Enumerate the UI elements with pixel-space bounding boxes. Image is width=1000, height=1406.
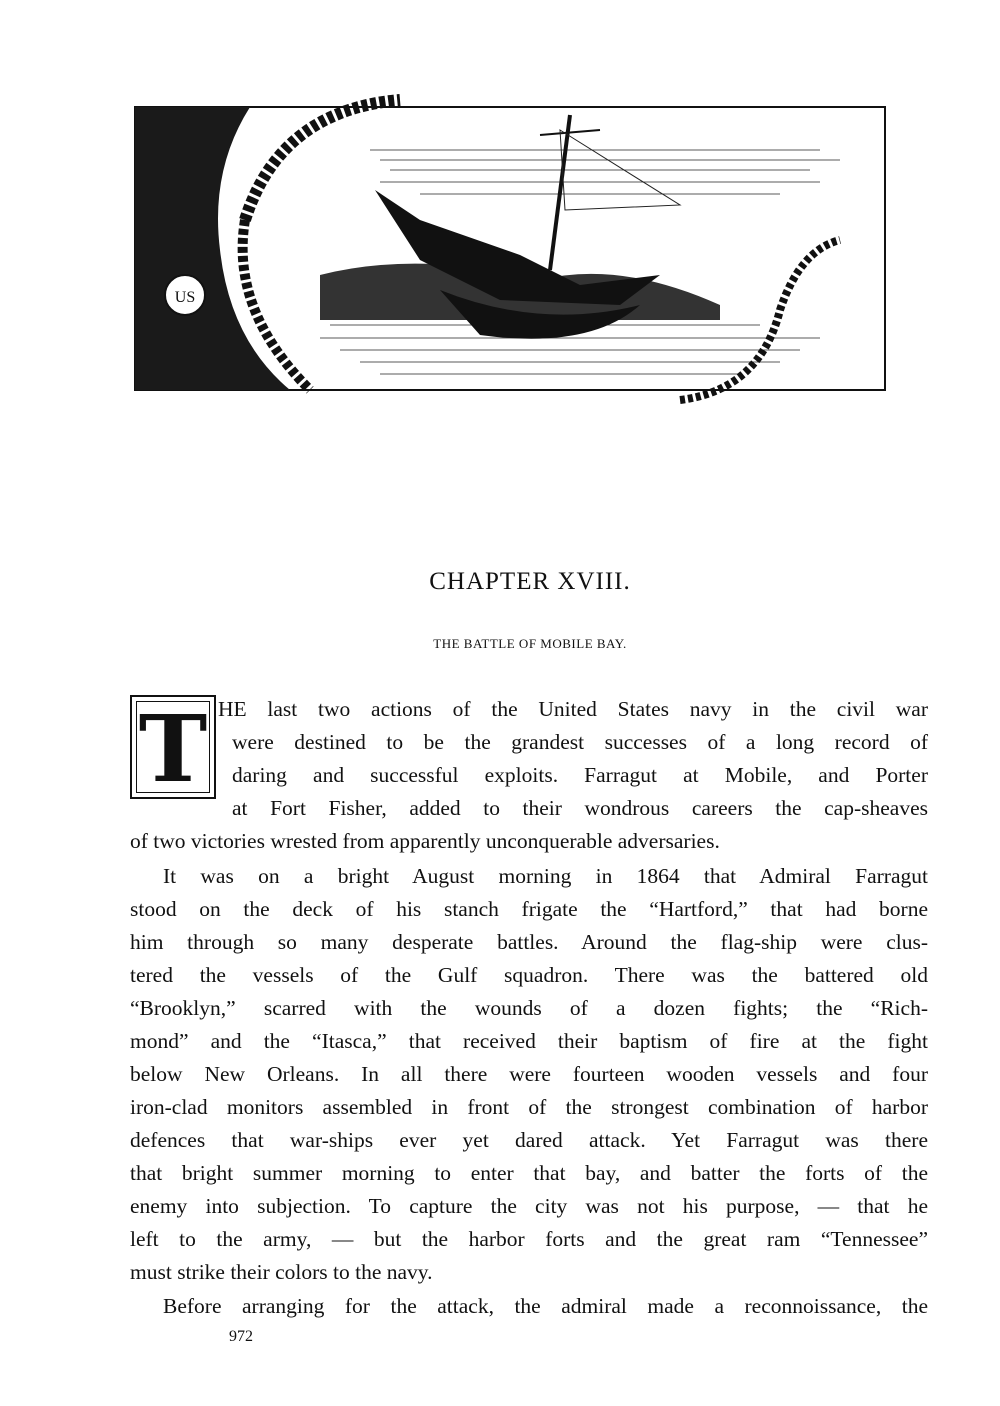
- text-line: defences that war-ships ever yet dared attack. Yet Farragut was there: [130, 1128, 928, 1152]
- chapter-title: THE BATTLE OF MOBILE BAY.: [433, 636, 627, 651]
- text-line: must strike their colors to the navy.: [130, 1260, 433, 1284]
- text-line: tered the vessels of the Gulf squadron. There was the battered old: [130, 963, 928, 987]
- text-line: were destined to be the grandest successes of a long record of: [232, 730, 928, 754]
- text-line: “Brooklyn,” scarred with the wounds of a dozen fights; the “Rich-: [130, 996, 928, 1020]
- text-line: left to the army, — but the harbor forts and the great ram “Tennessee”: [130, 1227, 928, 1251]
- sky-hatching: [320, 150, 840, 374]
- rope-border: [245, 100, 400, 220]
- text-line: iron-clad monitors assembled in front of the strongest combination of harbor: [130, 1095, 928, 1119]
- drop-cap-letter: T: [138, 695, 208, 803]
- text-line: It was on a bright August morning in 1864 that Admiral Farragut: [163, 864, 928, 888]
- text-line: that bright summer morning to enter that bay, and batter the forts of the: [130, 1161, 928, 1185]
- text-line: HE last two actions of the United States navy in the civil war: [218, 697, 928, 721]
- drop-cap: [130, 695, 216, 803]
- text-line: daring and successful exploits. Farragut at Mobile, and Porter: [232, 763, 928, 787]
- text-line: at Fort Fisher, added to their wondrous careers the cap-sheaves: [232, 796, 928, 820]
- text-line: mond” and the “Itasca,” that received their baptism of fire at the fight: [130, 1029, 928, 1053]
- chapter-heading: CHAPTER XVIII.: [429, 568, 631, 595]
- text-line: him through so many desperate battles. Around the flag-ship were clus-: [130, 930, 928, 954]
- text-line: below New Orleans. In all there were fourteen wooden vessels and four: [130, 1062, 928, 1086]
- us-shield-lettering: US: [174, 289, 196, 306]
- page-number: 972: [229, 1328, 253, 1345]
- text-line: Before arranging for the attack, the admiral made a reconnoissance, the: [163, 1294, 928, 1318]
- ship-in-storm-illustration: [120, 90, 940, 420]
- text-line: enemy into subjection. To capture the city was not his purpose, — that he: [130, 1194, 928, 1218]
- text-line: of two victories wrested from apparently unconquerable adversaries.: [130, 829, 720, 853]
- text-line: stood on the deck of his stanch frigate the “Hartford,” that had borne: [130, 897, 928, 921]
